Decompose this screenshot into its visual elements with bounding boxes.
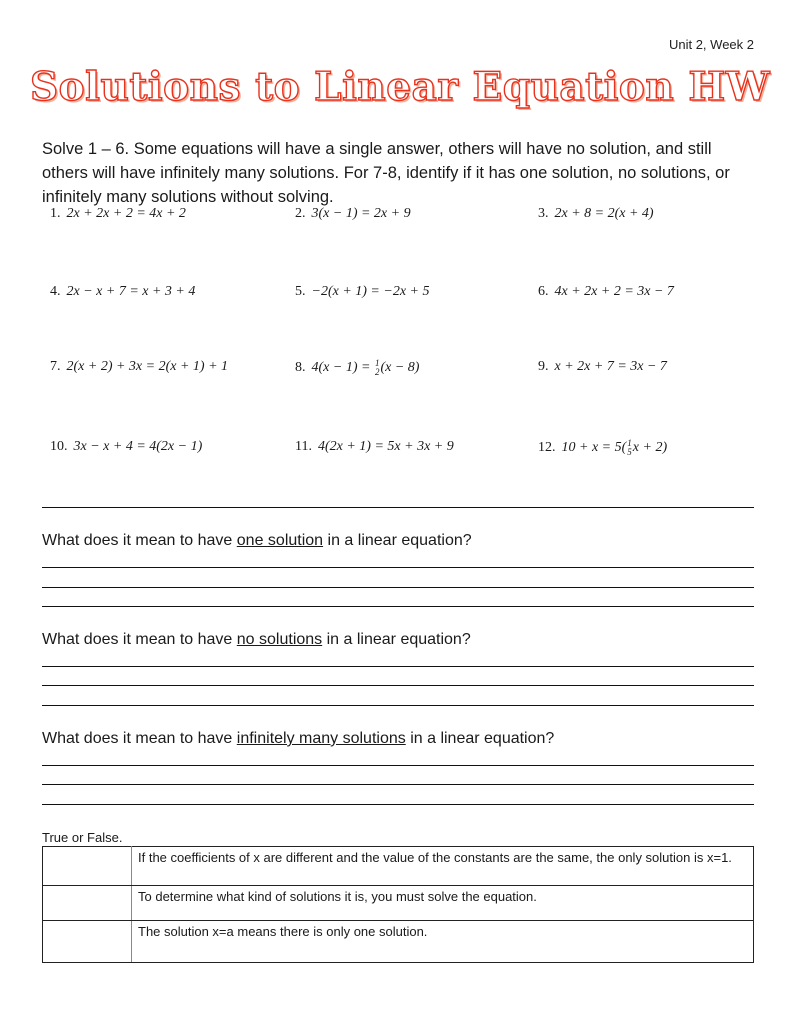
equation: 4(x − 1) = 1 2 (x − 8) xyxy=(311,358,420,377)
table-row xyxy=(43,921,754,963)
equation: 3(x − 1) = 2x + 9 xyxy=(311,206,411,221)
problem-8: 8. 4(x − 1) = 1 2 (x − 8) xyxy=(295,358,420,377)
answer-line[interactable] xyxy=(42,666,754,667)
answer-cell[interactable] xyxy=(43,921,132,963)
problem-7: 7. 2(x + 2) + 3x = 2(x + 1) + 1 xyxy=(50,359,229,374)
statement-cell: To determine what kind of solutions it is, you must solve the equation. xyxy=(132,886,754,921)
equation: 3x − x + 4 = 4(2x − 1) xyxy=(73,439,203,454)
answer-line[interactable] xyxy=(42,804,754,805)
table-row xyxy=(43,847,754,886)
answer-cell[interactable] xyxy=(43,847,132,886)
page-title: Solutions to Linear Equation HW xyxy=(29,64,771,110)
answer-line[interactable] xyxy=(42,606,754,607)
section-divider xyxy=(42,507,754,508)
equation: −2(x + 1) = −2x + 5 xyxy=(311,284,430,299)
answer-line[interactable] xyxy=(42,765,754,766)
answer-line[interactable] xyxy=(42,587,754,588)
fraction: 1 5 xyxy=(627,438,632,457)
equation: 4x + 2x + 2 = 3x − 7 xyxy=(554,284,674,299)
problem-11: 11. 4(2x + 1) = 5x + 3x + 9 xyxy=(295,439,454,454)
problem-12: 12. 10 + x = 5( 1 5 x + 2) xyxy=(538,438,668,457)
answer-line[interactable] xyxy=(42,784,754,785)
problem-2: 2. 3(x − 1) = 2x + 9 xyxy=(295,206,411,221)
problem-9: 9. x + 2x + 7 = 3x − 7 xyxy=(538,359,667,374)
equation: 2x + 8 = 2(x + 4) xyxy=(554,206,654,221)
equation: 4(2x + 1) = 5x + 3x + 9 xyxy=(317,439,454,454)
question-infinite-solutions: What does it mean to have infinitely many solutions in a linear equation? xyxy=(42,730,555,747)
equation: 10 + x = 5( 1 5 x + 2) xyxy=(561,438,668,457)
statement-cell: The solution x=a means there is only one solution. xyxy=(132,921,754,963)
statement-cell: If the coefficients of x are different and the value of the constants are the same, the only solution is x=1. xyxy=(132,847,754,886)
equation: x + 2x + 7 = 3x − 7 xyxy=(554,359,667,374)
answer-line[interactable] xyxy=(42,705,754,706)
table-row xyxy=(43,886,754,921)
problem-1: 1. 2x + 2x + 2 = 4x + 2 xyxy=(50,206,186,221)
equation: 2x + 2x + 2 = 4x + 2 xyxy=(66,206,186,221)
question-one-solution: What does it mean to have one solution in a linear equation? xyxy=(42,532,472,549)
problem-3: 3. 2x + 8 = 2(x + 4) xyxy=(538,206,654,221)
fraction: 1 2 xyxy=(374,358,380,377)
problem-4: 4. 2x − x + 7 = x + 3 + 4 xyxy=(50,284,196,299)
problem-5: 5. −2(x + 1) = −2x + 5 xyxy=(295,284,430,299)
true-false-label: True or False. xyxy=(42,830,123,845)
answer-line[interactable] xyxy=(42,685,754,686)
equation: 2(x + 2) + 3x = 2(x + 1) + 1 xyxy=(66,359,229,374)
equation: 2x − x + 7 = x + 3 + 4 xyxy=(66,284,196,299)
true-false-table xyxy=(42,846,754,963)
instructions: Solve 1 – 6. Some equations will have a single answer, others will have no solution, and still others will have infinitely many solutions. For 7-8, identify if it has one solution, no solutions, or infinitely many solutions without solving. xyxy=(42,140,730,206)
problem-10: 10. 3x − x + 4 = 4(2x − 1) xyxy=(50,439,203,454)
question-no-solutions: What does it mean to have no solutions in a linear equation? xyxy=(42,631,471,648)
answer-cell[interactable] xyxy=(43,886,132,921)
answer-line[interactable] xyxy=(42,567,754,568)
problem-6: 6. 4x + 2x + 2 = 3x − 7 xyxy=(538,284,674,299)
unit-label: Unit 2, Week 2 xyxy=(668,37,754,52)
